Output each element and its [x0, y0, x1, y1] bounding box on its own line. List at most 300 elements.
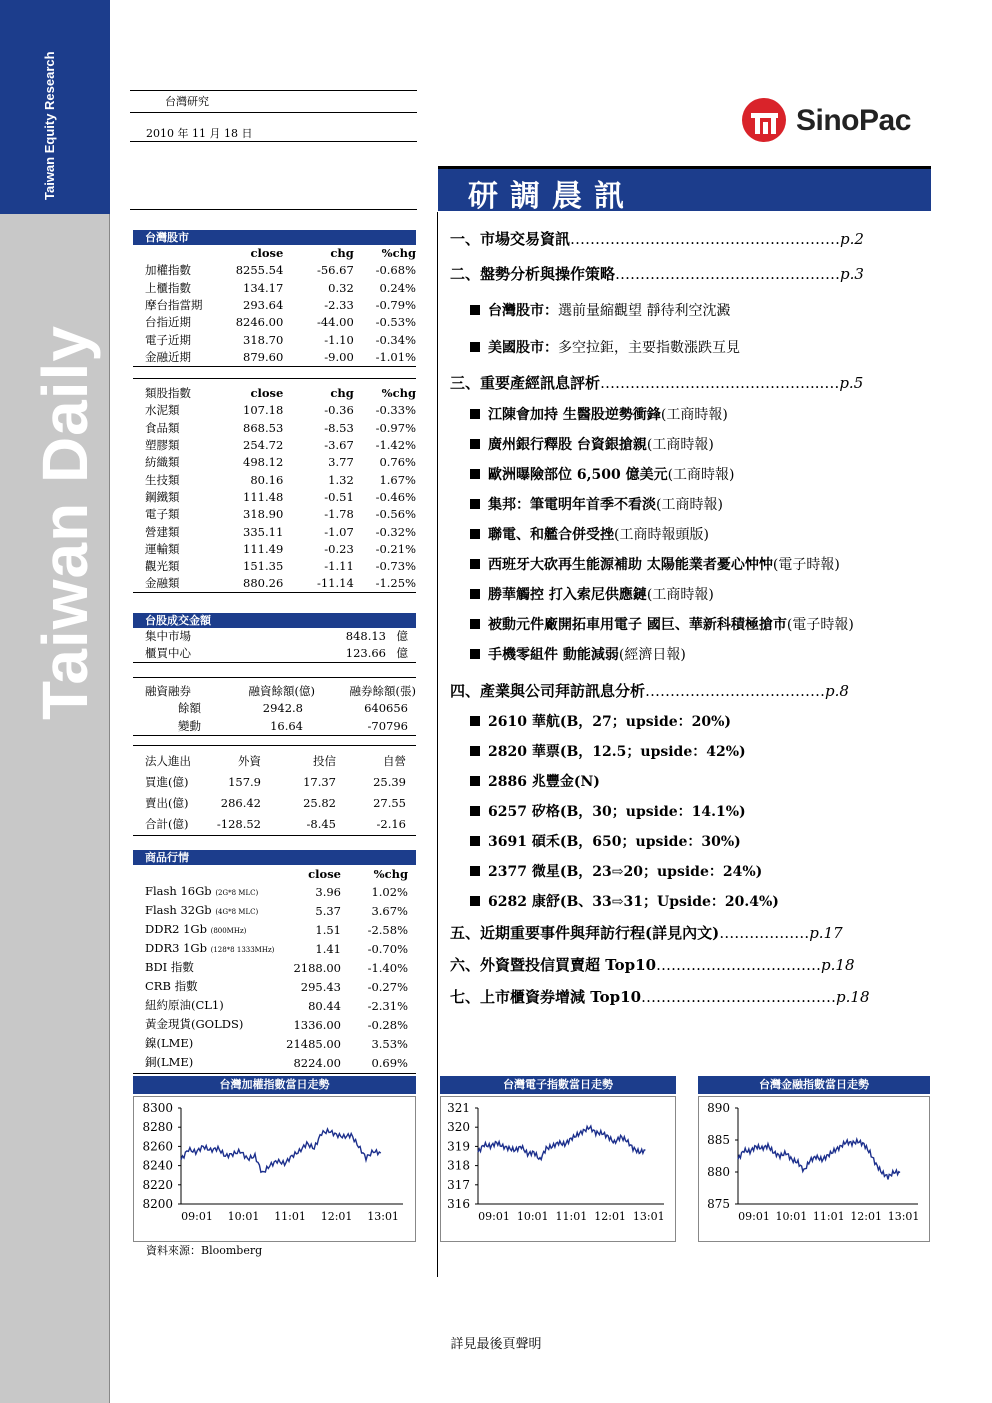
table-cell: -0.34% [375, 332, 416, 347]
logo-mark-icon [742, 98, 786, 142]
table-cell: 合計(億) [133, 814, 203, 835]
x-tick-label: 10:01 [516, 1210, 549, 1223]
x-tick-label: 09:01 [181, 1210, 213, 1223]
toc-item-label: 3691 碩禾(B，650；upside：30%) [488, 834, 741, 850]
toc-item-source: (電子時報) [786, 617, 854, 633]
table-cell: 640656 [364, 701, 408, 716]
table-cell: -0.21% [375, 541, 416, 556]
bullet-square-icon [470, 776, 480, 786]
table-row [133, 262, 416, 279]
table-cell: -0.28% [367, 1018, 408, 1033]
table-cell: 318.70 [243, 332, 284, 347]
table-cell: -0.46% [375, 489, 416, 504]
table-cell: -9.00 [283, 349, 353, 367]
toc-section-5[interactable] [450, 922, 922, 943]
toc-section-label: 三、重要產經訊息評析 [450, 374, 601, 392]
bullet-square-icon [470, 619, 480, 629]
x-tick-label: 11:01 [812, 1210, 845, 1223]
header-rule [130, 112, 417, 113]
toc-item-label: 6282 康舒(B、33⇨31；Upside：20.4%) [488, 894, 779, 910]
table-cell: 1.67% [379, 472, 416, 487]
toc-section-label: 七、上市櫃資券增減 Top10 [450, 988, 642, 1006]
column-header: 外資 [238, 754, 261, 768]
column-header: 投信 [313, 754, 336, 768]
side-main-label: Taiwan Daily [29, 325, 101, 720]
footer-disclaimer: 詳見最後頁聲明 [450, 1337, 542, 1352]
table-cell: -3.67 [324, 438, 354, 453]
table-cell: 880.26 [208, 575, 284, 593]
header-rule [130, 90, 417, 91]
table-row [133, 454, 416, 471]
table-row [133, 385, 416, 402]
toc-section-label: 六、外資暨投信買賣超 Top10 [450, 956, 657, 974]
chart-title: 台灣金融指數當日走勢 [698, 1076, 930, 1094]
table-row [133, 959, 416, 978]
toc-item-headline: 歐洲曝險部位 6,500 億美元 [488, 467, 668, 483]
table-row [133, 523, 416, 540]
table-cell: -128.52 [203, 814, 271, 835]
sector-table [133, 385, 416, 593]
commodity-name [133, 1054, 283, 1074]
toc-item[interactable] [470, 644, 686, 664]
toc-page: p.2 [840, 230, 864, 248]
table-cell: 上櫃指數 [145, 280, 191, 295]
table-cell: 157.9 [228, 775, 261, 789]
table-cell: 5.37 [315, 904, 341, 919]
table-cell: 0.69% [341, 1054, 416, 1074]
x-tick-label: 11:01 [274, 1210, 306, 1223]
table-cell: 摩台指當期 [145, 298, 203, 313]
table-cell: -0.68% [375, 263, 416, 278]
toc-item-label: 2820 華票(B，12.5；upside：42%) [488, 744, 746, 760]
toc-item-headline: 西班牙大砍再生能源補助 太陽能業者憂心忡忡 [488, 557, 773, 573]
table-cell: -2.16 [346, 814, 416, 835]
turnover-table [133, 628, 416, 663]
toc-item[interactable] [470, 801, 746, 821]
toc-item-label: 6257 矽格(B，30；upside：14.1%) [488, 804, 746, 820]
toc-item[interactable] [470, 614, 854, 634]
table-cell: 鋼鐵類 [145, 489, 180, 504]
table-row [133, 921, 416, 940]
table-row [133, 772, 416, 793]
table-cell: 123.66 [293, 645, 386, 663]
table-cell: 0.32 [328, 280, 354, 295]
table-cell: 運輸類 [145, 541, 180, 556]
table-cell: 3.67% [371, 904, 408, 919]
bullet-square-icon [470, 529, 480, 539]
toc-item[interactable] [470, 404, 728, 424]
y-tick-label: 890 [707, 1101, 730, 1115]
column-header: 法人進出 [145, 754, 191, 768]
toc-item-headline: 江陳會加持 生醫股逆勢衝鋒 [488, 407, 661, 423]
toc-section-4[interactable] [450, 680, 922, 701]
bullet-square-icon [470, 559, 480, 569]
table-cell: 80.16 [250, 472, 284, 487]
commodity-spec: (2G*8 MLC) [215, 889, 259, 898]
table-row [133, 437, 416, 454]
table-cell: 134.17 [243, 280, 284, 295]
toc-section-7[interactable] [450, 986, 922, 1007]
table-cell: -44.00 [316, 315, 354, 330]
toc-item[interactable] [470, 891, 779, 911]
commodity-name [133, 883, 283, 902]
commodity-name [133, 921, 283, 940]
toc-page: p.18 [821, 956, 855, 974]
toc-section-label: 二、盤勢分析與操作策略 [450, 265, 616, 283]
commodity-label: Flash 16Gb [145, 884, 212, 899]
toc-page: p.17 [809, 924, 843, 942]
toc-section-label: 四、產業與公司拜訪訊息分析 [450, 682, 646, 700]
table-cell: -1.40% [367, 961, 408, 976]
toc-item-headline: 台灣股市： [488, 303, 558, 319]
chart-title: 台灣電子指數當日走勢 [440, 1076, 676, 1094]
table-cell: 295.43 [300, 980, 341, 995]
table-cell: 3.53% [371, 1037, 408, 1052]
table-cell: -1.42% [375, 438, 416, 453]
logo-text: SinoPac [796, 104, 911, 137]
table-cell: -11.14 [283, 575, 353, 593]
column-header: 類股指數 [145, 386, 191, 401]
commodity-name [133, 997, 283, 1016]
table-cell: -1.11 [324, 559, 354, 574]
column-header: chg [330, 246, 354, 261]
line-chart [698, 1096, 930, 1242]
table-cell: 紡織類 [145, 455, 180, 470]
toc-section-6[interactable] [450, 954, 922, 975]
table-row [133, 628, 416, 645]
x-tick-label: 11:01 [555, 1210, 588, 1223]
line-chart [133, 1096, 416, 1242]
toc-item[interactable] [470, 741, 746, 761]
toc-dots: ……………………………………… [615, 265, 841, 283]
table-cell: 293.64 [243, 298, 284, 313]
toc-item-headline: 集邦：筆電明年首季不看淡 [488, 497, 656, 513]
table-cell: 1.32 [328, 472, 354, 487]
toc-item[interactable] [470, 771, 600, 791]
table-cell: 餘額 [178, 701, 201, 716]
table-cell: 億 [386, 645, 416, 663]
commodity-name [133, 902, 283, 921]
table-cell: 1336.00 [293, 1018, 341, 1033]
toc-item[interactable] [470, 861, 762, 881]
table-cell: 25.82 [303, 796, 336, 810]
table-row [133, 245, 416, 262]
table-row [133, 814, 416, 835]
table-row [133, 883, 416, 902]
commodity-name [133, 1016, 283, 1035]
toc-item[interactable] [470, 464, 735, 484]
table-cell: 金融近期 [133, 349, 208, 367]
commodity-spec: (128*8 1333MHz) [210, 946, 275, 955]
x-tick-label: 09:01 [738, 1210, 770, 1223]
table-cell: 80.44 [308, 999, 341, 1014]
side-top-label: Taiwan Equity Research [42, 51, 57, 200]
toc-item-source: 多空拉鉅，主要指數漲跌互見 [558, 340, 740, 356]
toc-page: p.5 [839, 374, 864, 392]
table-cell: -1.07 [324, 524, 354, 539]
column-header: close [308, 867, 341, 882]
y-tick-label: 875 [707, 1197, 730, 1211]
table-row [133, 718, 416, 736]
y-tick-label: 8200 [142, 1197, 173, 1211]
y-tick-label: 885 [707, 1133, 730, 1147]
bullet-square-icon [470, 649, 480, 659]
y-tick-label: 8220 [142, 1177, 173, 1192]
table-cell: 電子近期 [145, 332, 191, 347]
table-cell: 286.42 [220, 796, 261, 810]
toc-item[interactable] [470, 554, 840, 574]
commodities-table [133, 866, 416, 1074]
table-cell: 水泥類 [145, 403, 180, 418]
toc-dots: …………………………… [656, 956, 822, 974]
header-rule [130, 141, 417, 142]
toc-item-source: (經濟日報) [618, 647, 686, 663]
header-date: 2010 年 11 月 18 日 [146, 127, 253, 140]
x-tick-label: 09:01 [478, 1210, 510, 1223]
table-cell: -0.33% [375, 403, 416, 418]
y-tick-label: 316 [447, 1197, 470, 1211]
bullet-square-icon [470, 896, 480, 906]
toc-section-2[interactable] [450, 263, 922, 284]
toc-item[interactable] [470, 300, 730, 320]
y-tick-label: 319 [447, 1139, 470, 1154]
table-row [133, 558, 416, 575]
table-cell: 變動 [133, 718, 215, 736]
column-header: %chg [373, 867, 408, 882]
table-cell: 254.72 [243, 438, 284, 453]
margin-table [133, 683, 416, 736]
toc-dots: ………………………………… [641, 988, 837, 1006]
divider [133, 745, 416, 746]
x-tick-label: 13:01 [632, 1210, 665, 1223]
header-category: 台灣研究 [165, 95, 209, 108]
y-tick-label: 8240 [142, 1158, 173, 1173]
toc-item-source: (工商時報) [667, 467, 735, 483]
toc-item-headline: 聯電、和艦合併受挫 [488, 527, 614, 543]
table-cell: 賣出(億) [145, 796, 189, 810]
table-cell: -1.78 [324, 507, 354, 522]
toc-item-label: 2610 華航(B，27；upside：20%) [488, 714, 732, 730]
table-cell: 塑膠類 [145, 438, 180, 453]
market-section-header: 台灣股市 [133, 230, 416, 245]
commodity-label: 黃金現貨(GOLDS) [145, 1017, 244, 1032]
toc-item-source: (工商時報) [656, 497, 723, 513]
column-header: 自營 [383, 754, 406, 768]
table-cell: 17.37 [303, 775, 336, 789]
toc-item[interactable] [470, 831, 741, 851]
table-row [133, 471, 416, 488]
table-cell: -1.25% [354, 575, 416, 593]
x-tick-label: 12:01 [320, 1210, 353, 1223]
turnover-section-header: 台股成交金額 [133, 613, 416, 628]
table-row [133, 645, 416, 663]
bullet-square-icon [470, 499, 480, 509]
table-row [133, 314, 416, 331]
table-row [133, 541, 416, 558]
table-cell: 加權指數 [145, 263, 191, 278]
toc-section-label: 一、市場交易資訊 [450, 230, 571, 248]
table-cell: 25.39 [373, 775, 406, 789]
table-cell: 生技類 [145, 472, 180, 487]
toc-section-label: 五、近期重要事件與拜訪行程(詳見內文) [450, 924, 720, 942]
divider [133, 677, 416, 678]
x-tick-label: 13:01 [367, 1210, 399, 1223]
chart-source: 資料來源：Bloomberg [146, 1244, 263, 1257]
table-cell: -0.53% [375, 315, 416, 330]
y-tick-label: 8260 [142, 1139, 173, 1154]
toc-item-headline: 廣州銀行釋股 台資銀搶親 [488, 437, 647, 453]
x-tick-label: 13:01 [887, 1210, 920, 1223]
table-cell: 1.41 [315, 942, 341, 957]
column-header: 融資餘額(億) [248, 684, 315, 699]
table-row [133, 793, 416, 814]
table-cell: -1.01% [354, 349, 416, 367]
toc-item[interactable] [470, 337, 740, 357]
sinopac-logo [742, 98, 927, 142]
toc-item[interactable] [470, 524, 709, 544]
table-row [133, 349, 416, 367]
x-tick-label: 12:01 [594, 1210, 626, 1223]
table-cell: 16.64 [215, 718, 315, 736]
table-cell: 集中市場 [145, 629, 191, 644]
column-header: close [250, 246, 284, 261]
commodity-name [133, 940, 283, 959]
commodity-label: DDR2 1Gb [145, 922, 207, 937]
toc-item[interactable] [470, 434, 714, 454]
table-cell: -0.51 [324, 489, 354, 504]
table-cell: 879.60 [208, 349, 284, 367]
toc-section-3[interactable] [450, 372, 922, 393]
commodities-section-header: 商品行情 [133, 850, 416, 865]
toc-item-source: 選前量縮觀望 靜待利空沈澱 [558, 303, 731, 319]
institutions-table [133, 751, 416, 836]
table-cell: -0.73% [375, 559, 416, 574]
column-header: %chg [381, 386, 416, 401]
table-cell: -2.33 [324, 298, 354, 313]
table-row [133, 683, 416, 700]
table-cell: 107.18 [243, 403, 284, 418]
table-row [133, 902, 416, 921]
column-header: 融券餘額(張) [349, 684, 416, 699]
y-tick-label: 317 [447, 1177, 470, 1192]
table-cell: 1.51 [315, 923, 341, 938]
table-row [133, 575, 416, 593]
table-cell: 台指近期 [145, 315, 191, 330]
table-cell: 0.24% [379, 280, 416, 295]
toc-item[interactable] [470, 494, 723, 514]
toc-item-headline: 美國股市： [488, 340, 558, 356]
table-cell: -0.97% [375, 420, 416, 435]
commodity-label: BDI 指數 [145, 960, 194, 975]
table-cell: 食品類 [145, 420, 180, 435]
x-tick-label: 10:01 [775, 1210, 808, 1223]
table-cell: 498.12 [243, 455, 284, 470]
table-row [133, 506, 416, 523]
bullet-square-icon [470, 305, 480, 315]
toc-page: p.3 [840, 265, 864, 283]
table-cell: 1.02% [371, 885, 408, 900]
table-cell: -0.56% [375, 507, 416, 522]
table-row [133, 280, 416, 297]
toc-item[interactable] [470, 584, 714, 604]
title-banner [438, 166, 931, 214]
column-header: close [250, 386, 284, 401]
toc-item-source: (工商時報) [646, 437, 714, 453]
table-cell: 8224.00 [283, 1054, 341, 1074]
table-cell: 3.77 [328, 455, 354, 470]
table-cell: 21485.00 [286, 1037, 341, 1052]
table-cell: 0.76% [379, 455, 416, 470]
x-tick-label: 10:01 [227, 1210, 260, 1223]
bullet-square-icon [470, 806, 480, 816]
commodity-name [133, 959, 283, 978]
table-cell: -2.58% [367, 923, 408, 938]
table-cell: -8.45 [271, 814, 346, 835]
y-tick-label: 320 [447, 1120, 470, 1135]
y-tick-label: 321 [447, 1101, 470, 1115]
table-cell: -0.23 [324, 541, 354, 556]
commodity-label: 鎳(LME) [145, 1036, 194, 1051]
divider [133, 378, 416, 379]
table-cell: 買進(億) [145, 775, 189, 789]
x-tick-label: 12:01 [850, 1210, 883, 1223]
table-cell: 2942.8 [262, 701, 303, 716]
toc-item-label: 2377 微星(B，23⇨20；upside：24%) [488, 864, 763, 880]
toc-page: p.18 [836, 988, 870, 1006]
toc-item-source: (電子時報) [772, 557, 840, 573]
table-cell: 電子類 [145, 507, 180, 522]
bullet-square-icon [470, 342, 480, 352]
table-row [133, 751, 416, 772]
toc-item-source: (工商時報頭版) [614, 527, 709, 543]
table-row [133, 700, 416, 717]
table-cell: 8246.00 [235, 315, 284, 330]
table-cell: -56.67 [316, 263, 354, 278]
toc-dots: ……………………………………………… [570, 230, 841, 248]
table-cell: 868.53 [243, 420, 284, 435]
table-cell: -0.32% [375, 524, 416, 539]
y-tick-label: 8300 [142, 1101, 173, 1115]
toc-item-headline: 被動元件廠開拓車用電子 國巨、華新科積極搶市 [488, 617, 787, 633]
table-row [133, 489, 416, 506]
commodity-label: DDR3 1Gb [145, 941, 207, 956]
header-rule [130, 209, 417, 210]
table-cell: 億 [396, 629, 408, 644]
bullet-square-icon [470, 469, 480, 479]
column-header: %chg [381, 246, 416, 261]
toc-item-label: 2886 兆豐金(N) [488, 774, 600, 790]
commodity-spec: (4G*8 MLC) [215, 908, 259, 917]
table-row [133, 1016, 416, 1035]
bullet-square-icon [470, 439, 480, 449]
y-tick-label: 8280 [142, 1120, 173, 1135]
table-cell: 848.13 [345, 629, 386, 644]
table-cell: 27.55 [373, 796, 406, 810]
toc-dots: ……………………………………...… [600, 374, 840, 392]
commodity-name [133, 978, 283, 997]
table-cell: 111.48 [243, 489, 284, 504]
table-cell: -2.31% [367, 999, 408, 1014]
table-row [133, 997, 416, 1016]
bullet-square-icon [470, 409, 480, 419]
line-chart [440, 1096, 676, 1242]
toc-item[interactable] [470, 711, 731, 731]
commodity-name [133, 1035, 283, 1054]
toc-item-headline: 手機零組件 動能減弱 [488, 647, 619, 663]
toc-section-1[interactable] [450, 228, 922, 249]
table-cell: 櫃買中心 [133, 645, 293, 663]
toc-item-source: (工商時報) [646, 587, 714, 603]
